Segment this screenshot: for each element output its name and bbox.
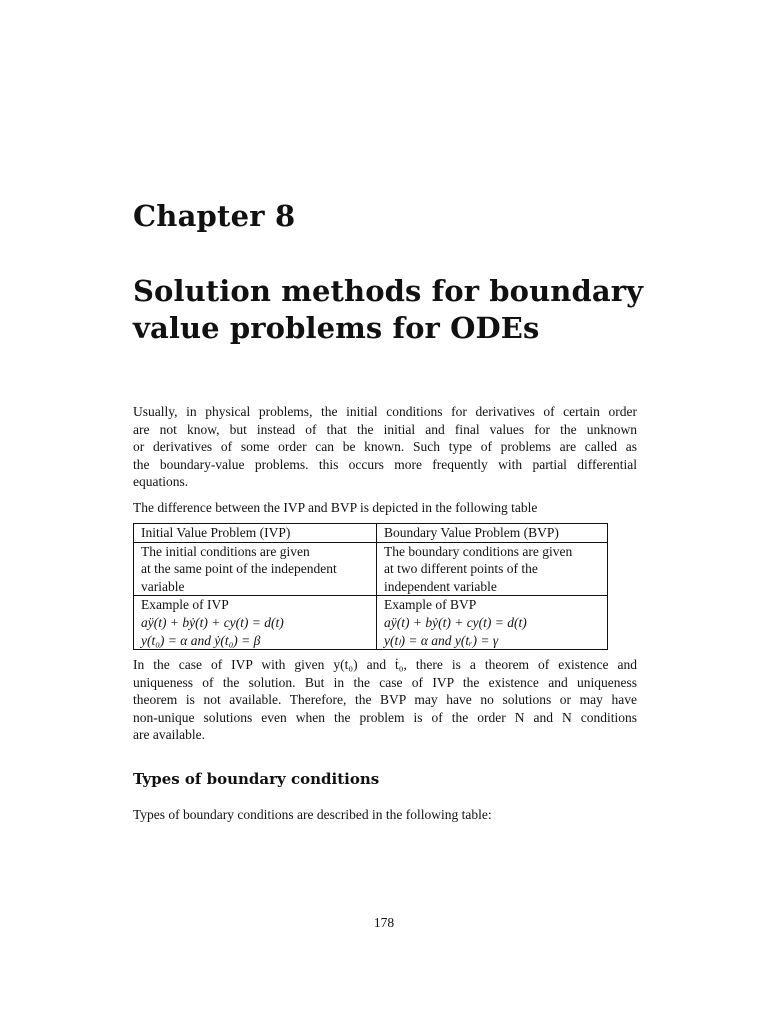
text-line: theorem is not available. Therefore, the BVP may have no solutions or may have xyxy=(133,692,637,708)
table-cell xyxy=(134,542,377,596)
text-line: equations. xyxy=(133,474,189,490)
text-line: are not know, but instead of that the initial and final values for the unknown xyxy=(133,421,637,437)
page-number: 178 xyxy=(373,915,395,930)
text-line: are available. xyxy=(133,727,205,743)
chapter-title xyxy=(133,273,653,347)
text-line: or derivatives of some order can be known. Such type of problems are called as xyxy=(133,439,637,455)
table-header-bvp: Boundary Value Problem (BVP) xyxy=(377,524,608,543)
table-cell xyxy=(377,596,608,650)
text-line: non-unique solutions even when the problem is of the order N and N conditions xyxy=(133,709,637,725)
cell-equation: aÿ(t) + bẏ(t) + cy(t) = d(t) xyxy=(141,614,284,630)
text-line: uniqueness of the solution. But in the case of IVP the existence and uniqueness xyxy=(133,674,637,690)
cell-line: Example of IVP xyxy=(141,597,229,613)
cell-line: Example of BVP xyxy=(384,597,477,613)
cell-line: The initial conditions are given xyxy=(141,543,310,559)
section-heading: Types of boundary conditions xyxy=(133,770,380,788)
table-header-ivp: Initial Value Problem (IVP) xyxy=(134,524,377,543)
text-line: In the case of IVP with given y(t₀) and ṫ₀, there is a theorem of existence and xyxy=(133,657,637,672)
text-line: Usually, in physical problems, the initial conditions for derivatives of certain order xyxy=(133,404,637,419)
intro-paragraph xyxy=(133,403,637,491)
table-row xyxy=(134,596,608,650)
chapter-title-line: value problems for ODEs xyxy=(133,311,540,345)
text-line: Types of boundary conditions are described in the following table: xyxy=(133,807,492,822)
table-header-row xyxy=(134,524,608,543)
chapter-title-line: Solution methods for boundary xyxy=(133,274,644,308)
ivp-bvp-comparison-table xyxy=(133,523,608,650)
table-cell xyxy=(134,596,377,650)
cell-line: at two different points of the xyxy=(384,561,538,577)
table-cell xyxy=(377,542,608,596)
cell-equation: aÿ(t) + bẏ(t) + cy(t) = d(t) xyxy=(384,614,527,630)
cell-line: at the same point of the independent xyxy=(141,561,337,577)
types-intro xyxy=(133,806,637,824)
ivp-bvp-paragraph xyxy=(133,656,637,744)
text-line: the boundary-value problems. this occurs more frequently with partial differential xyxy=(133,456,637,472)
cell-line: independent variable xyxy=(384,578,497,594)
cell-line: The boundary conditions are given xyxy=(384,543,573,559)
chapter-label: Chapter 8 xyxy=(133,199,296,233)
cell-equation: y(tₗ) = α and y(tᵣ) = γ xyxy=(384,632,499,648)
text-line: The difference between the IVP and BVP is depicted in the following table xyxy=(133,500,538,515)
table-row xyxy=(134,542,608,596)
table-intro xyxy=(133,499,637,517)
cell-line: variable xyxy=(141,578,185,594)
cell-equation: y(t₀) = α and ẏ(t₀) = β xyxy=(141,632,261,648)
